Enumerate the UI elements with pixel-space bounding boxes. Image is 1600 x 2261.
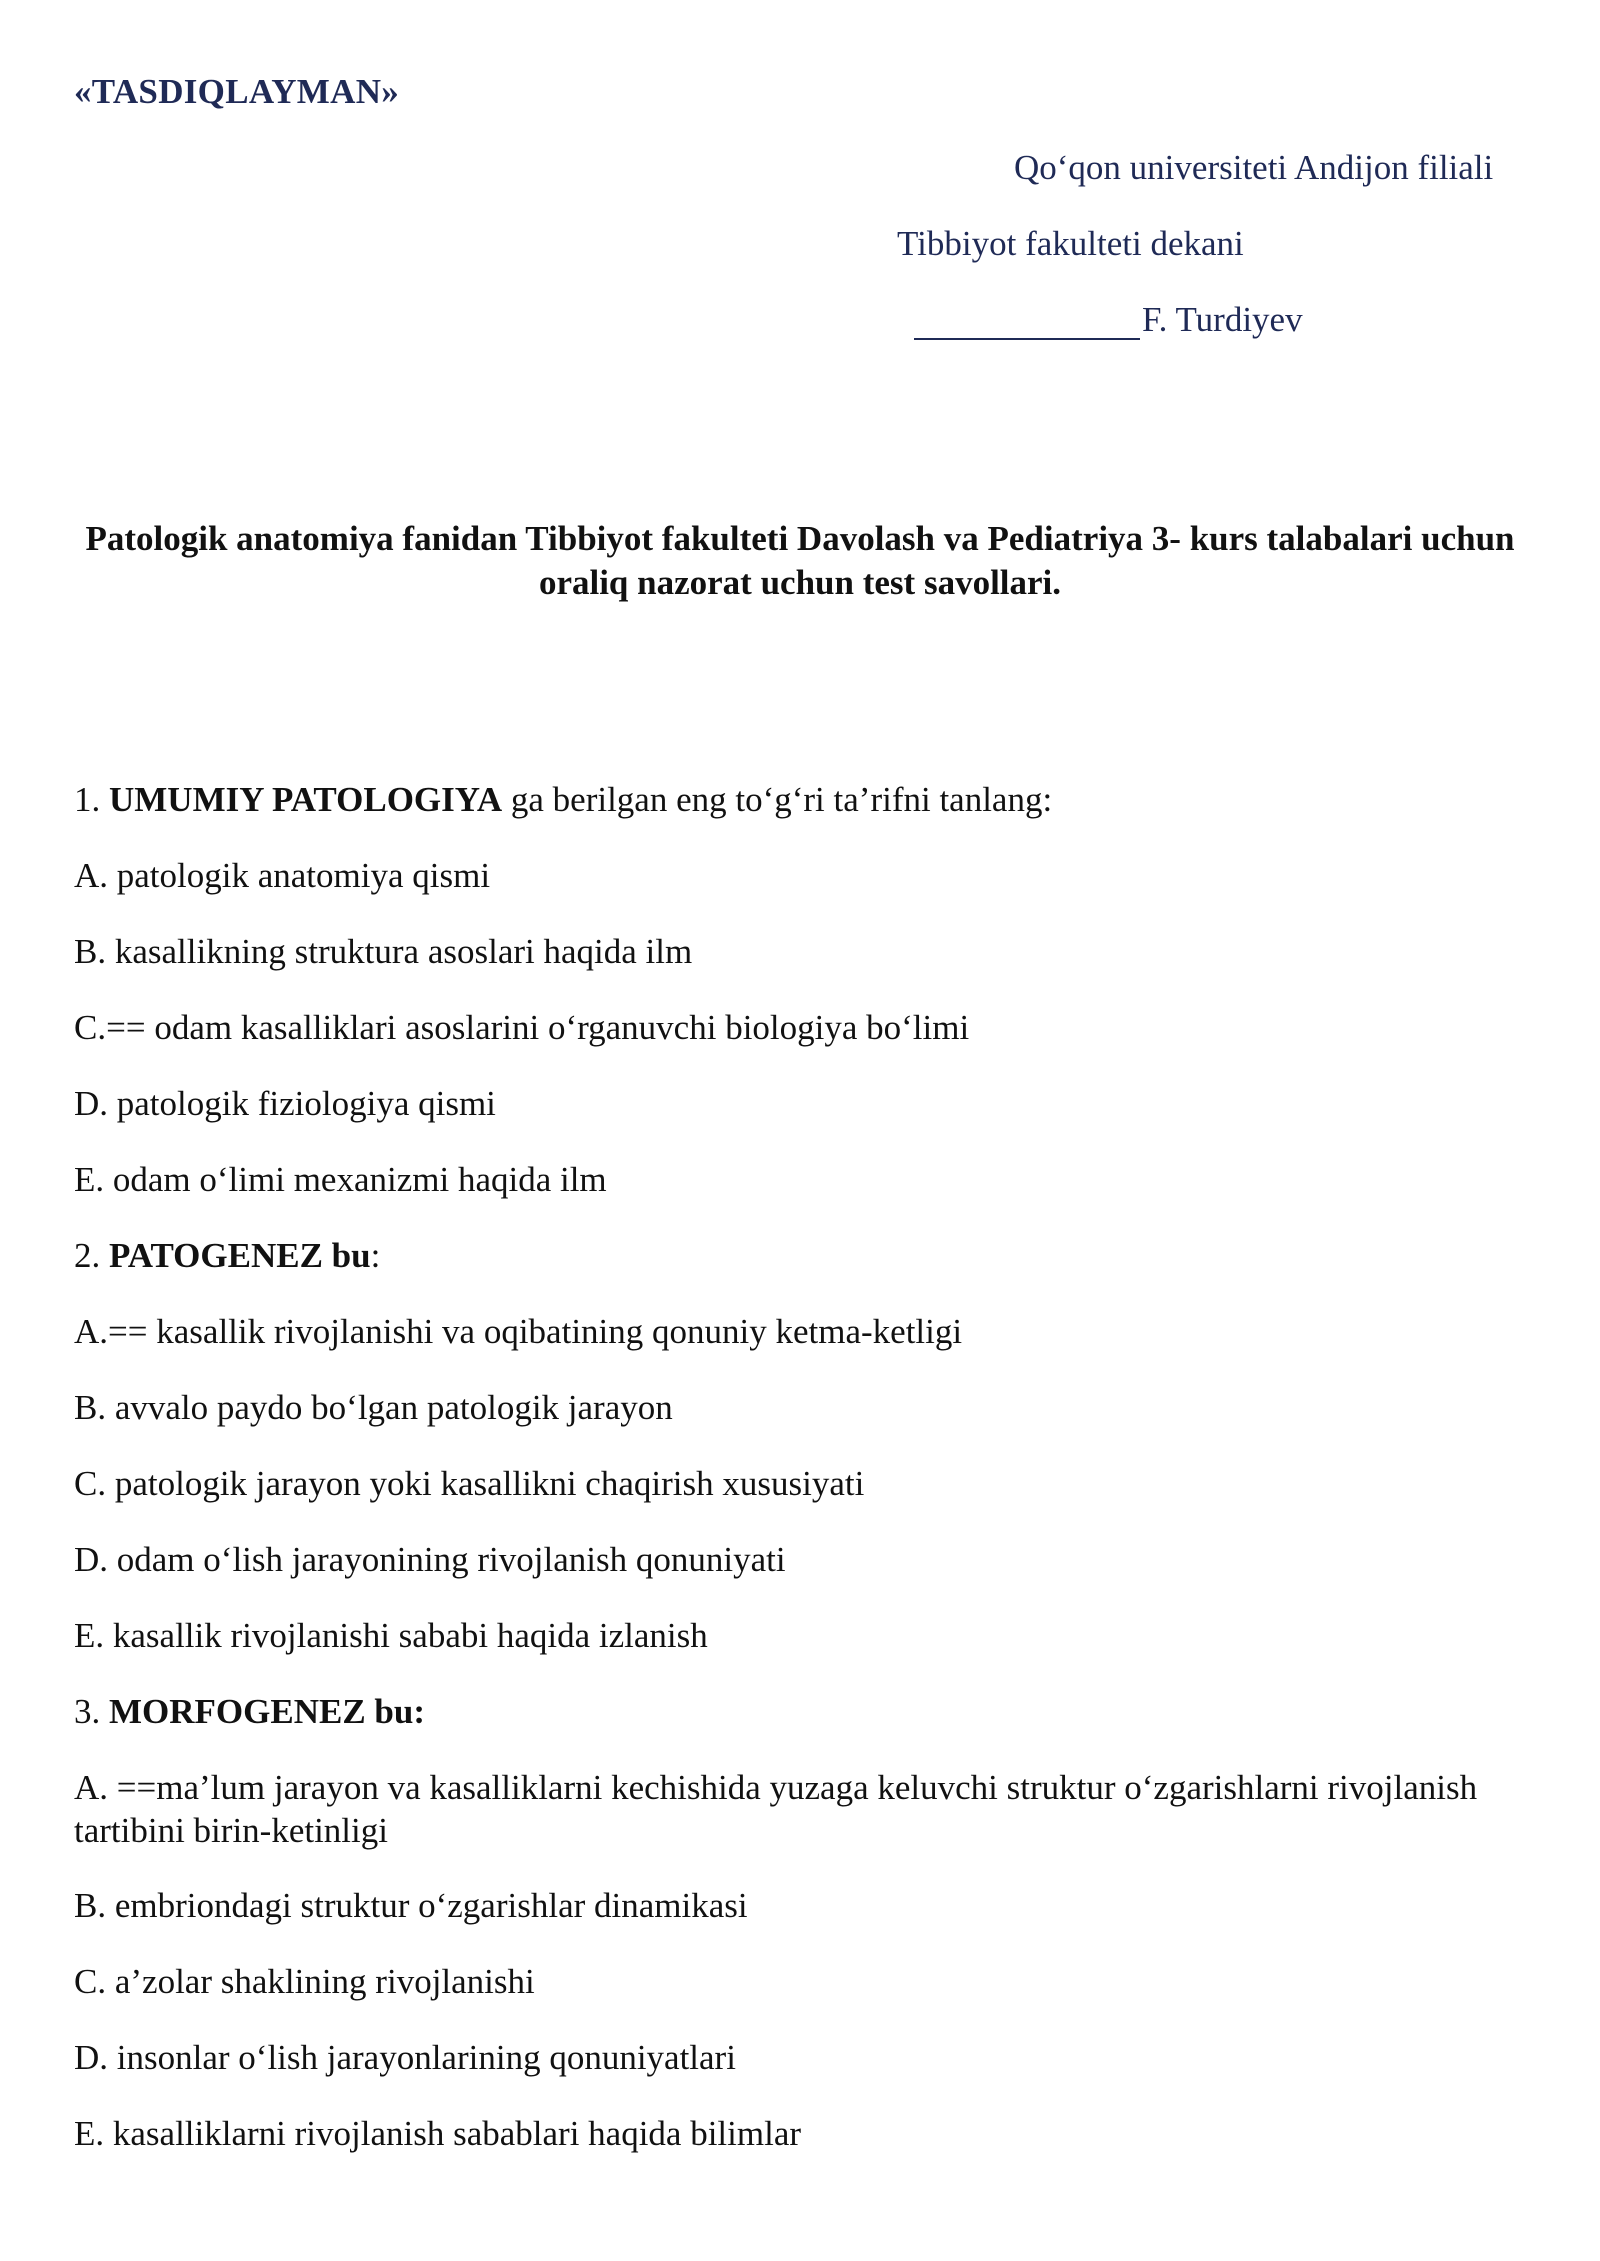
- answer-option-b: B. avvalo paydo bo‘lgan patologik jarayon: [74, 1388, 673, 1427]
- question-stem-text: ga berilgan eng to‘g‘ri ta’rifni tanlang:: [502, 780, 1053, 819]
- question-number: 3.: [74, 1692, 109, 1731]
- question-number: 2.: [74, 1236, 109, 1275]
- answer-option-e: E. kasallik rivojlanishi sababi haqida izlanish: [74, 1616, 708, 1655]
- answer-option-e: E. odam o‘limi mexanizmi haqida ilm: [74, 1160, 607, 1199]
- answer-option-a: A. patologik anatomiya qismi: [74, 856, 491, 895]
- answer-option-a: A.== kasallik rivojlanishi va oqibatining qonuniy ketma-ketligi: [74, 1312, 963, 1351]
- question-keyword: UMUMIY PATOLOGIYA: [109, 780, 503, 819]
- question-stem-text: :: [370, 1236, 381, 1275]
- answer-option-b: B. kasallikning struktura asoslari haqida ilm: [74, 932, 693, 971]
- answer-option-c: C.== odam kasalliklari asoslarini o‘rganuvchi biologiya bo‘limi: [74, 1008, 970, 1047]
- signature-blank: [914, 304, 1140, 340]
- question-stem: [74, 1234, 1544, 1278]
- answer-option-d: D. patologik fiziologiya qismi: [74, 1084, 496, 1123]
- question-stem: [74, 778, 1544, 822]
- approval-title: «TASDIQLAYMAN»: [74, 72, 400, 111]
- document-title: Patologik anatomiya fanidan Tibbiyot fakulteti Davolash va Pediatriya 3- kurs talabalari uchun oraliq nazorat uchun test savollari.: [85, 519, 1515, 602]
- answer-option-b: B. embriondagi struktur o‘zgarishlar dinamikasi: [74, 1886, 748, 1925]
- university-name: Qo‘qon universiteti Andijon filiali: [1014, 148, 1494, 187]
- question-keyword: MORFOGENEZ bu:: [109, 1692, 426, 1731]
- question-number: 1.: [74, 780, 109, 819]
- question-list: [74, 778, 1544, 2188]
- question-2: [74, 1234, 1544, 1658]
- answer-option-c: C. a’zolar shaklining rivojlanishi: [74, 1962, 535, 2001]
- answer-option-a: A. ==ma’lum jarayon va kasalliklarni kechishida yuzaga keluvchi struktur o‘zgarishlarni rivojlanish tartibini birin-ketinligi: [74, 1768, 1478, 1850]
- signature-line: [914, 300, 1303, 340]
- question-keyword: PATOGENEZ bu: [109, 1236, 371, 1275]
- answer-option-e: E. kasalliklarni rivojlanish sabablari haqida bilimlar: [74, 2114, 802, 2153]
- answer-option-d: D. odam o‘lish jarayonining rivojlanish qonuniyati: [74, 1540, 786, 1579]
- question-1: [74, 778, 1544, 1202]
- signatory-name: F. Turdiyev: [1142, 300, 1303, 339]
- dean-position: Tibbiyot fakulteti dekani: [897, 224, 1244, 263]
- answer-option-c: C. patologik jarayon yoki kasallikni chaqirish xususiyati: [74, 1464, 865, 1503]
- question-stem: [74, 1690, 1544, 1734]
- answer-option-d: D. insonlar o‘lish jarayonlarining qonuniyatlari: [74, 2038, 736, 2077]
- question-3: [74, 1690, 1544, 2156]
